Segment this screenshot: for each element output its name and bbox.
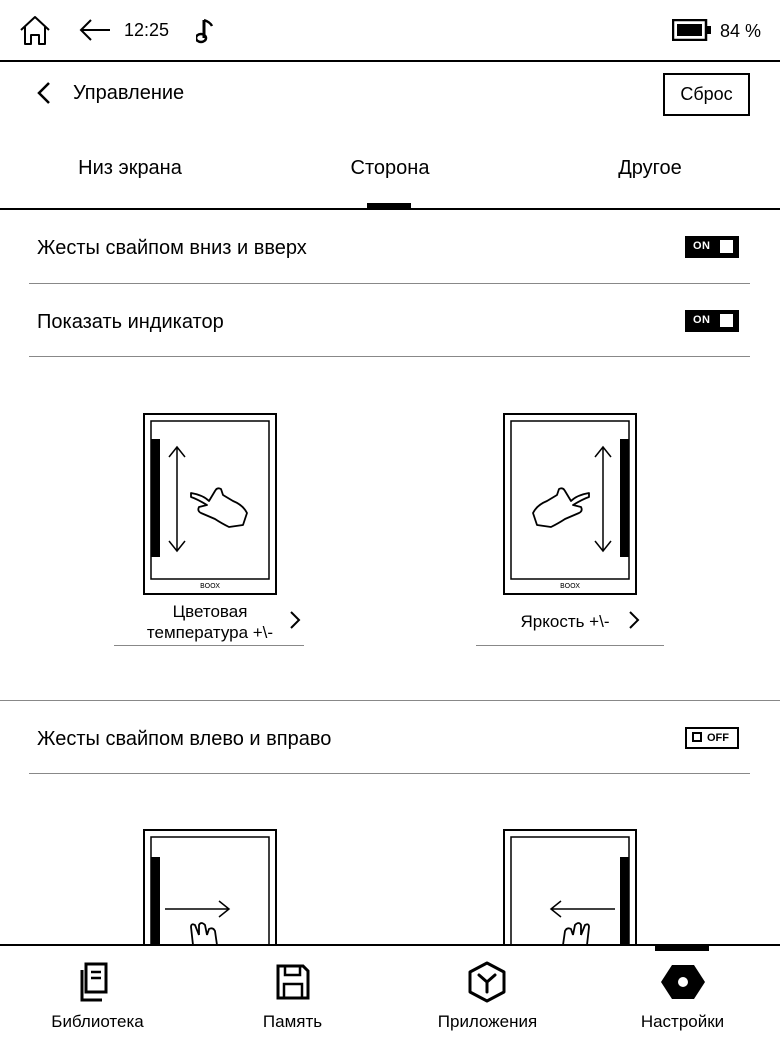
tab-side[interactable]: Сторона (350, 157, 430, 179)
show-indicator-toggle[interactable] (685, 310, 739, 332)
toggle-state-text: ON (693, 314, 711, 326)
toggle-state-text: ON (693, 240, 711, 252)
bottom-navigation (0, 944, 780, 1056)
apps-hexagon-icon (467, 961, 507, 1003)
nav-library-label: Библиотека (51, 1012, 144, 1031)
tab-bottom-screen[interactable]: Низ экрана (78, 157, 182, 179)
library-icon (80, 962, 114, 1002)
device-right-vertical-illustration[interactable] (503, 413, 637, 595)
chevron-right-icon[interactable] (288, 609, 302, 631)
divider (29, 283, 750, 284)
toggle-knob (720, 314, 733, 327)
page-title: Управление (73, 82, 185, 104)
brightness-caption[interactable]: Яркость +\- (520, 612, 610, 631)
toggle-state-text: OFF (707, 732, 729, 744)
vertical-swipe-toggle[interactable] (685, 236, 739, 258)
caption-underline (114, 645, 304, 646)
back-chevron-icon[interactable] (34, 80, 54, 106)
back-arrow-icon[interactable] (78, 17, 112, 43)
battery-percent: 84 % (720, 21, 762, 41)
nav-storage-label: Память (262, 1012, 323, 1031)
toggle-knob (692, 732, 702, 742)
show-indicator-label: Показать индикатор (37, 311, 224, 333)
divider (29, 356, 750, 357)
vertical-swipe-label: Жесты свайпом вниз и вверх (37, 237, 307, 259)
horizontal-swipe-toggle[interactable] (685, 727, 739, 749)
device-right-horizontal-illustration[interactable] (503, 829, 637, 945)
status-bar (0, 0, 780, 62)
home-icon[interactable] (18, 14, 52, 46)
nav-storage[interactable] (195, 946, 390, 1056)
chevron-right-icon[interactable] (627, 609, 641, 631)
horizontal-swipe-label: Жесты свайпом влево и вправо (37, 728, 332, 750)
caption-underline (476, 645, 664, 646)
nav-library[interactable] (0, 946, 195, 1056)
tab-other[interactable]: Другое (618, 157, 682, 179)
nav-apps-label: Приложения (437, 1012, 538, 1031)
toggle-knob (720, 240, 733, 253)
battery-icon (672, 19, 712, 41)
tabs-divider (0, 208, 780, 210)
floppy-disk-icon (275, 963, 311, 1001)
device-brand: BOOX (199, 582, 221, 590)
color-temperature-caption[interactable] (140, 601, 280, 643)
device-brand: BOOX (559, 582, 581, 590)
device-left-horizontal-illustration[interactable] (143, 829, 277, 945)
nav-apps[interactable] (390, 946, 585, 1056)
divider (0, 700, 780, 701)
status-time: 12:25 (124, 20, 170, 40)
device-left-vertical-illustration[interactable] (143, 413, 277, 595)
nav-settings[interactable] (585, 946, 780, 1056)
reset-button[interactable]: Сброс (663, 73, 750, 116)
divider (29, 773, 750, 774)
caption-line-1: Цветовая (172, 602, 248, 621)
settings-icon (660, 963, 706, 1001)
caption-line-2: температура +\- (146, 623, 274, 642)
music-note-icon[interactable] (196, 16, 216, 44)
nav-settings-label: Настройки (640, 1012, 725, 1031)
